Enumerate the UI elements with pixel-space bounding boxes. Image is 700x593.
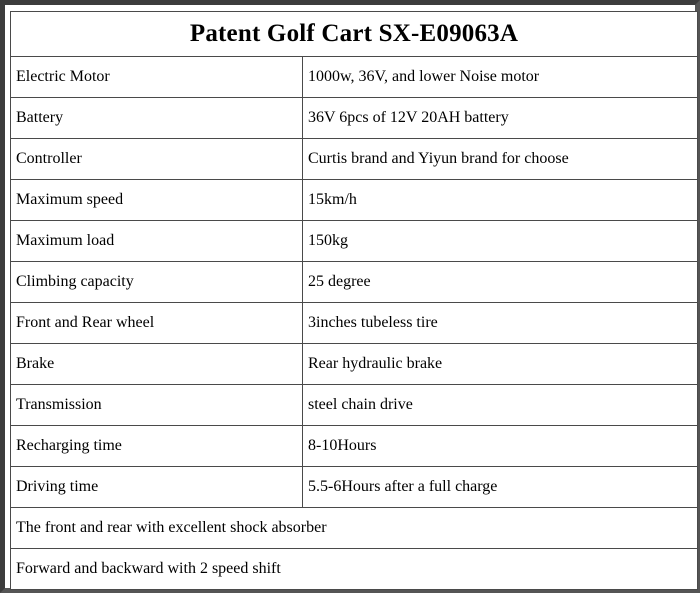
spec-row [11, 385, 698, 426]
spec-label: Battery [11, 98, 303, 139]
spec-row [11, 221, 698, 262]
spec-label: Controller [11, 139, 303, 180]
spec-row [11, 467, 698, 508]
feature-note: The front and rear with excellent shock absorber [11, 508, 698, 549]
spec-label: Electric Motor [11, 57, 303, 98]
spec-row [11, 344, 698, 385]
spec-value: 150kg [303, 221, 698, 262]
spec-value: steel chain drive [303, 385, 698, 426]
spec-table [10, 11, 698, 590]
spec-value: Curtis brand and Yiyun brand for choose [303, 139, 698, 180]
spec-row [11, 98, 698, 139]
spec-row [11, 303, 698, 344]
spec-value: 1000w, 36V, and lower Noise motor [303, 57, 698, 98]
spec-row [11, 57, 698, 98]
spec-row [11, 180, 698, 221]
spec-label: Maximum load [11, 221, 303, 262]
spec-value: 3inches tubeless tire [303, 303, 698, 344]
spec-value: Rear hydraulic brake [303, 344, 698, 385]
spec-label: Maximum speed [11, 180, 303, 221]
feature-note: Forward and backward with 2 speed shift [11, 549, 698, 590]
note-row [11, 549, 698, 590]
spec-row [11, 139, 698, 180]
title-row [11, 12, 698, 57]
spec-label: Climbing capacity [11, 262, 303, 303]
spec-value: 15km/h [303, 180, 698, 221]
table-title: Patent Golf Cart SX-E09063A [11, 12, 698, 57]
spec-label: Recharging time [11, 426, 303, 467]
spec-value: 25 degree [303, 262, 698, 303]
spec-row [11, 262, 698, 303]
spec-value: 36V 6pcs of 12V 20AH battery [303, 98, 698, 139]
spec-value: 8-10Hours [303, 426, 698, 467]
spec-label: Driving time [11, 467, 303, 508]
spec-label: Transmission [11, 385, 303, 426]
spec-label: Brake [11, 344, 303, 385]
spec-row [11, 426, 698, 467]
note-row [11, 508, 698, 549]
spec-label: Front and Rear wheel [11, 303, 303, 344]
spec-value: 5.5-6Hours after a full charge [303, 467, 698, 508]
